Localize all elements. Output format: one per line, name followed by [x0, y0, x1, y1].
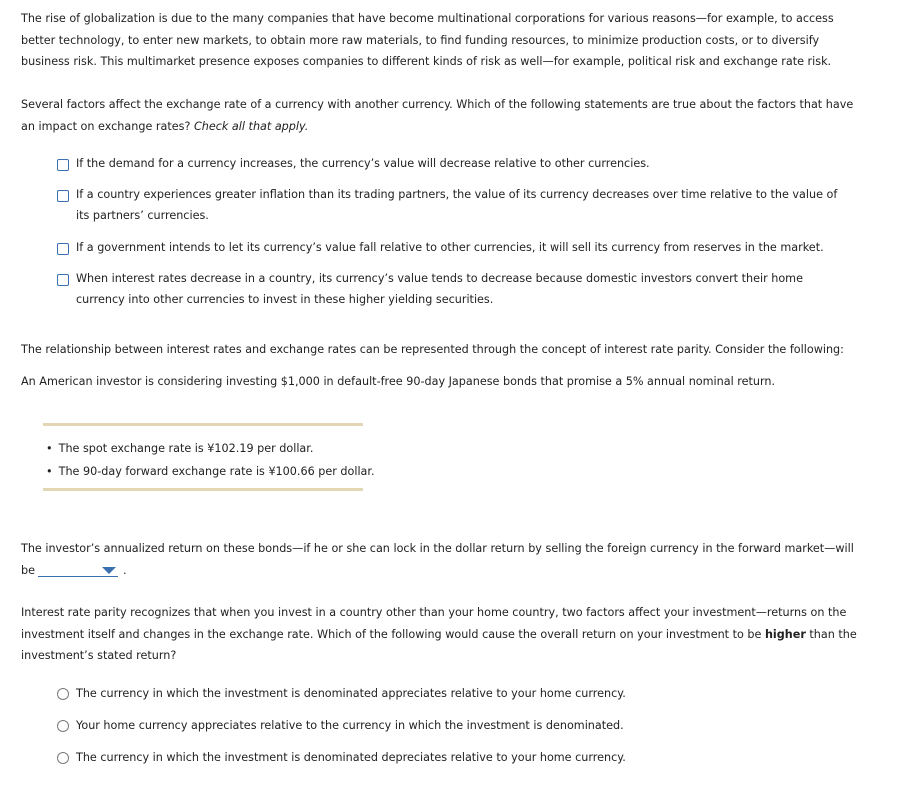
forward-rate-item: • The 90-day forward exchange rate is ¥100.66 per dollar. [46, 460, 375, 483]
q3-option-2-radio[interactable] [57, 720, 69, 732]
exchange-rate-list [46, 437, 375, 483]
q3-option-1-radio[interactable] [57, 688, 69, 700]
q3-option-3-radio[interactable] [57, 752, 69, 764]
question-3-text-before: Interest rate parity recognizes that when you invest in a country other than your home country, two factors affect your investment—returns on the investment itself and changes in the exchange rate. Which of the following would cause the overall return on your investment to be [21, 606, 847, 641]
q1-option-1-label: If the demand for a currency increases, the currency’s value will decrease relative to other currencies. [76, 157, 650, 170]
spot-rate-item: • The spot exchange rate is ¥102.19 per dollar. [46, 437, 375, 460]
q1-option-3-checkbox[interactable] [57, 243, 69, 255]
question-2-period: . [123, 564, 127, 577]
q1-option-4-label: When interest rates decrease in a country, its currency’s value tends to decrease because domestic investors convert their home currency into other currencies to invest in these higher yielding securities. [76, 272, 803, 306]
q1-option-2-label: If a country experiences greater inflation than its trading partners, the value of its currency decreases over time relative to the value of its partners’ currencies. [76, 188, 838, 222]
q1-option-2-checkbox[interactable] [57, 190, 69, 202]
question-3-emphasis: higher [764, 627, 806, 641]
exchange-rate-info-box [43, 423, 375, 491]
q3-option-3-label: The currency in which the investment is denominated depreciates relative to your home currency. [76, 751, 626, 764]
annualized-return-dropdown[interactable] [38, 562, 118, 577]
question-1-instruction: Check all that apply. [193, 119, 309, 133]
q3-option-1-label: The currency in which the investment is denominated appreciates relative to your home currency. [76, 687, 626, 700]
question-1-prompt [21, 94, 861, 137]
question-2-be: be [21, 564, 35, 577]
question-2-scenario: An American investor is considering investing $1,000 in default-free 90-day Japanese bonds that promise a 5% annual nominal return. [21, 375, 776, 388]
chevron-down-icon[interactable] [102, 567, 116, 574]
q3-option-2[interactable] [57, 719, 624, 732]
q1-option-4-checkbox[interactable] [57, 274, 69, 286]
question-2-intro: The relationship between interest rates and exchange rates can be represented through the concept of interest rate parity. Consider the following: [21, 343, 844, 356]
question-1-text: Several factors affect the exchange rate of a currency with another currency. Which of the following statements are true about the factors that have an impact on exchange rates? [21, 98, 854, 133]
q1-option-3[interactable] [57, 242, 847, 258]
q1-option-2[interactable] [57, 189, 847, 226]
question-3-text-after: than the investment’s stated return? [21, 627, 857, 662]
q3-option-3[interactable] [57, 751, 626, 764]
q1-option-1-checkbox[interactable] [57, 159, 69, 171]
q3-option-1[interactable] [57, 687, 626, 700]
q3-option-2-label: Your home currency appreciates relative to the currency in which the investment is denominated. [76, 719, 624, 732]
q1-option-4[interactable] [57, 273, 847, 310]
q1-option-1[interactable] [57, 158, 847, 174]
question-2-question: The investor’s annualized return on these bonds—if he or she can lock in the dollar return by selling the foreign currency in the forward market—will [21, 542, 854, 555]
question-3-prompt [21, 602, 861, 667]
q1-option-3-label: If a government intends to let its currency’s value fall relative to other currencies, it will sell its currency from reserves in the market. [76, 241, 824, 254]
intro-paragraph: The rise of globalization is due to the many companies that have become multinational corporations for various reasons—for example, to access better technology, to enter new markets, to obtain more raw materials, to find funding resources, to minimize production costs, or to diversify business risk. This multimarket presence exposes companies to different kinds of risk as well—for example, political risk and exchange rate risk. [21, 12, 834, 68]
